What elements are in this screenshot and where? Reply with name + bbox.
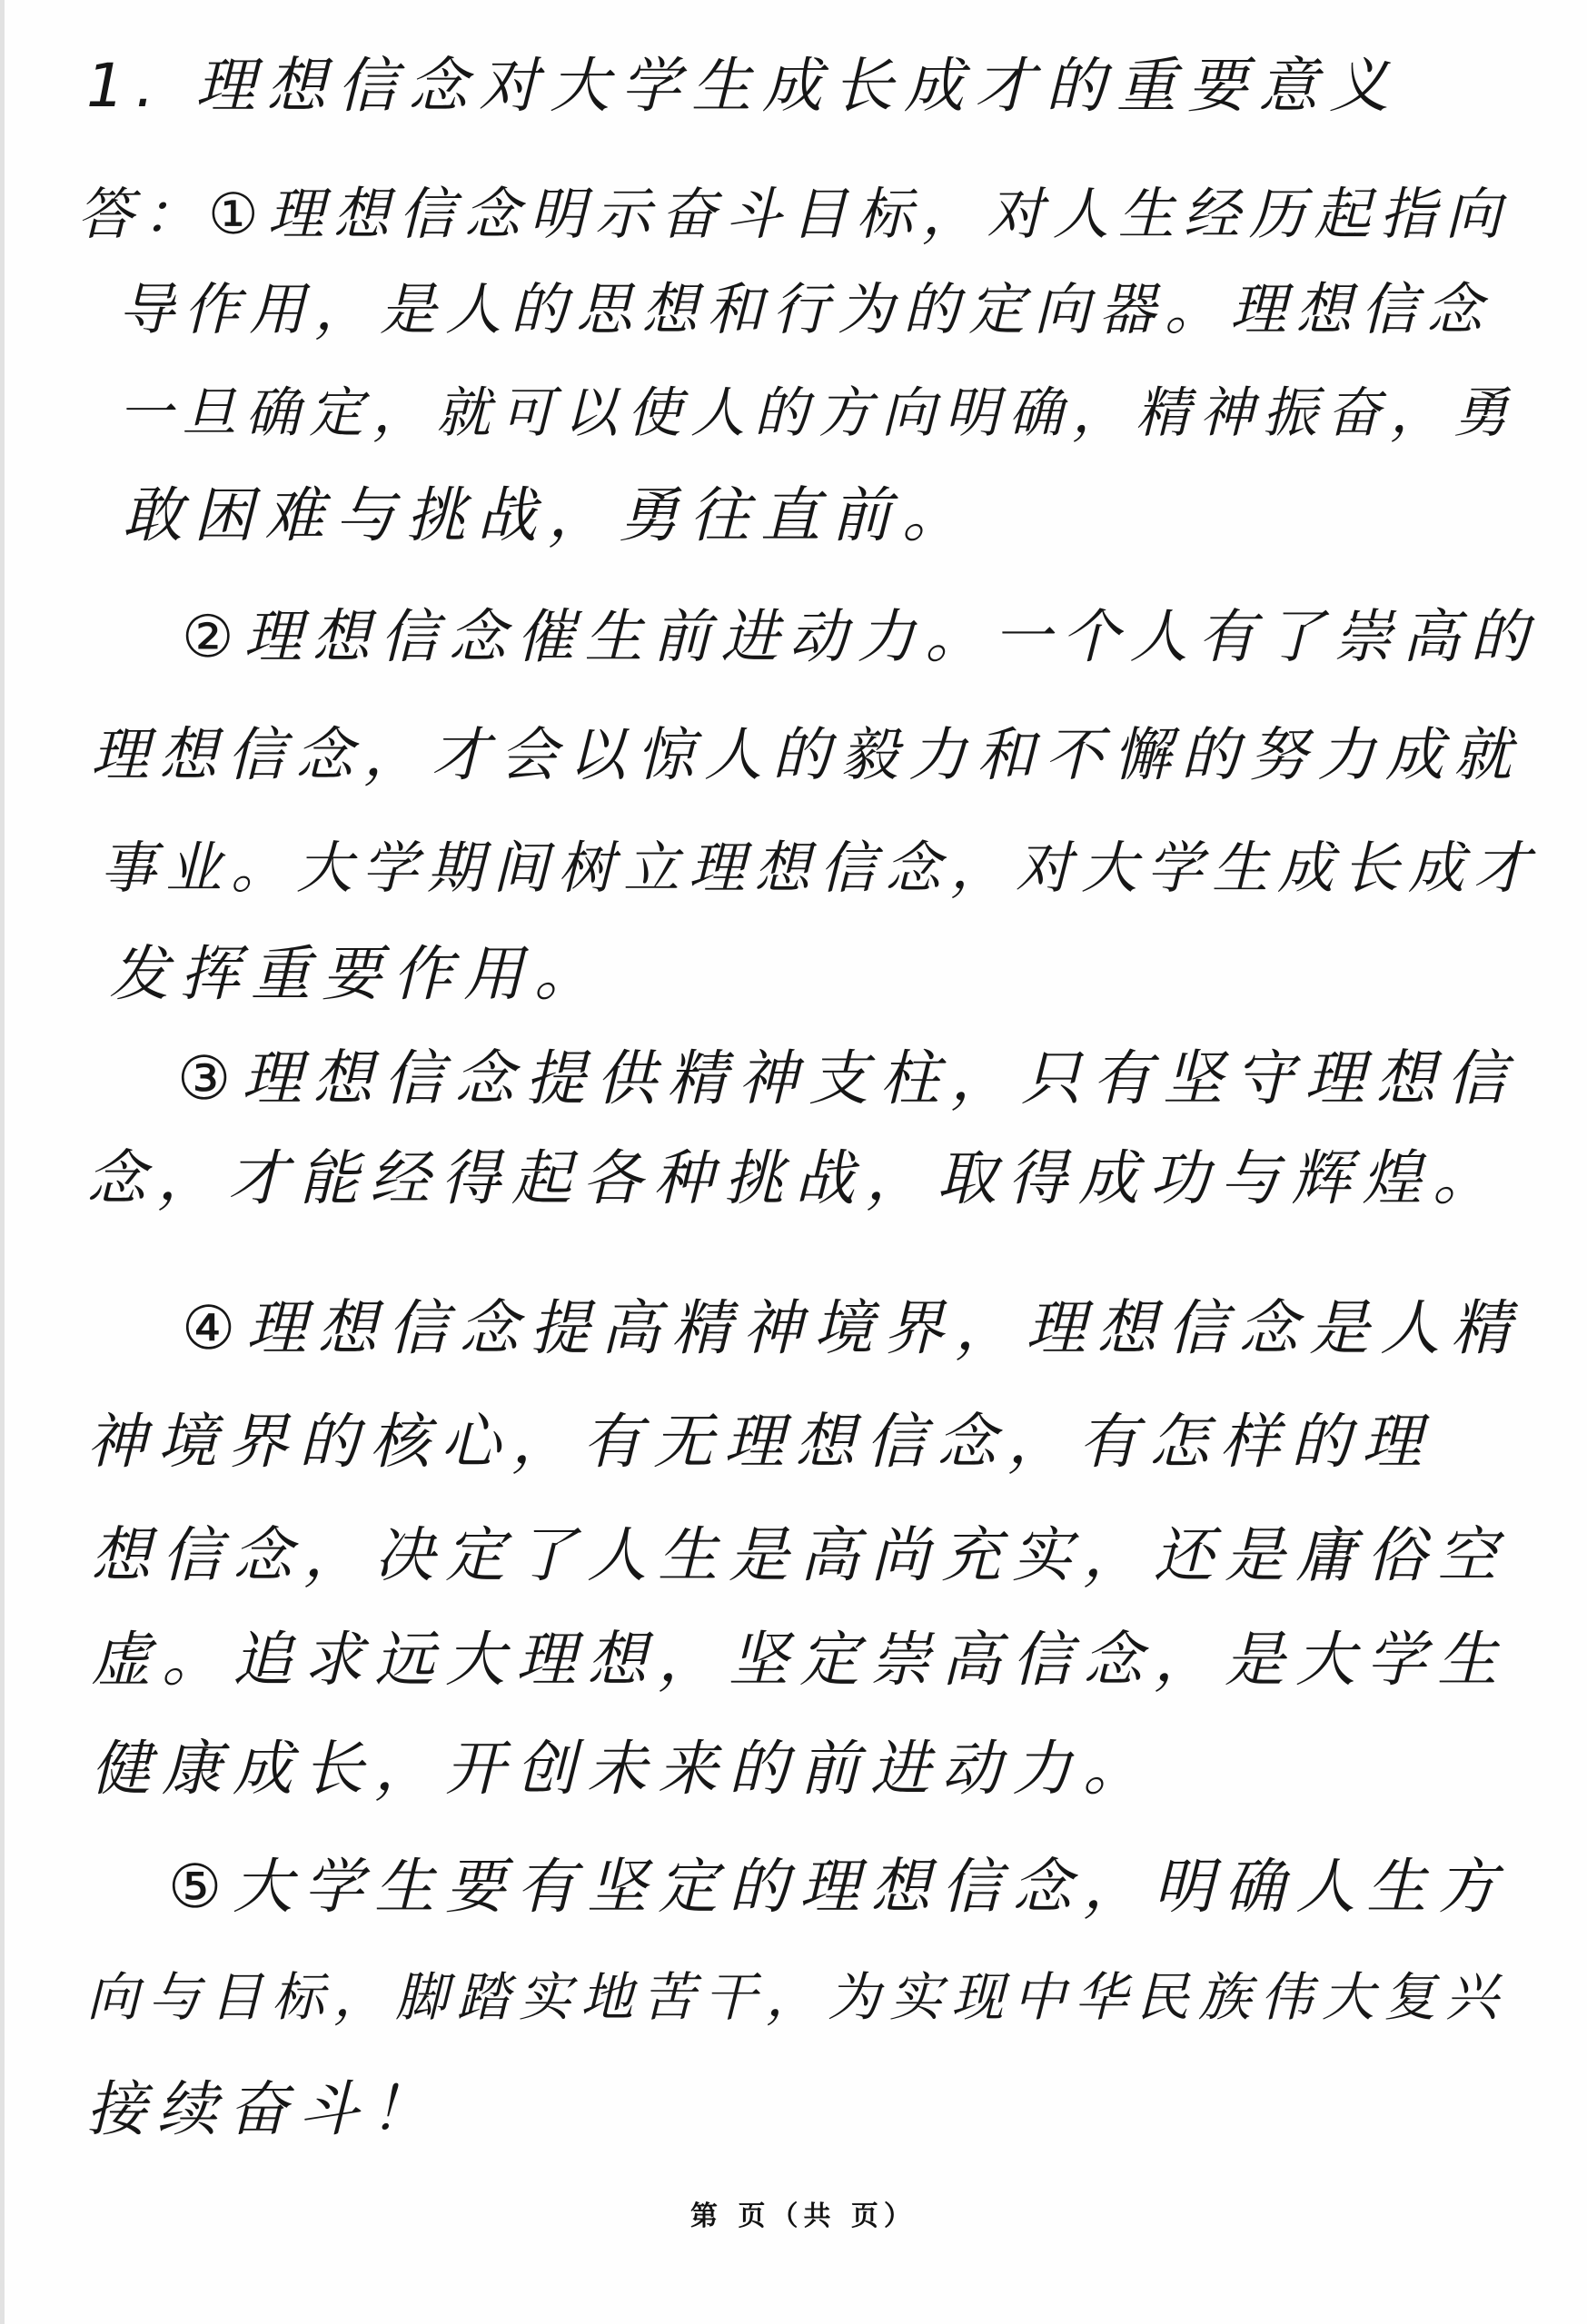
answer-line: 向与目标，脚踏实地苦干，为实现中华民族伟大复兴	[86, 1966, 1508, 2028]
answer-line: ②理想信念催生前进动力。一个人有了崇高的	[182, 604, 1539, 671]
page-number-footer: 第 页（共 页）	[690, 2200, 917, 2232]
answer-line: 神境界的核心，有无理想信念，有怎样的理	[86, 1407, 1433, 1477]
answer-line: ③理想信念提供精神支柱，只有坚守理想信	[177, 1043, 1518, 1113]
answer-line: 敢困难与挑战，勇往直前。	[123, 480, 973, 550]
answer-line: 健康成长，开创未来的前进动力。	[91, 1734, 1154, 1804]
answer-line: 事业。大学期间树立理想信念，对大学生成长成才	[100, 835, 1540, 901]
answer-line: 接续奋斗！	[86, 2074, 441, 2144]
answer-line: 发挥重要作用。	[109, 939, 605, 1009]
answer-line: 虚。追求远大理想，坚定崇高信念，是大学生	[91, 1625, 1508, 1695]
answer-line: 一旦确定，就可以使人的方向明确，精神振奋，勇	[118, 381, 1517, 445]
answer-line: 想信念，决定了人生是高尚充实，还是庸俗空	[91, 1520, 1508, 1590]
answer-line: 导作用，是人的思想和行为的定向器。理想信念	[118, 276, 1493, 342]
answer-line: 理想信念，才会以惊人的毅力和不懈的努力成就	[91, 722, 1522, 789]
answer-line: 答：①理想信念明示奋斗目标，对人生经历起指向	[77, 181, 1511, 247]
answer-line: ④理想信念提高精神境界，理想信念是人精	[182, 1293, 1523, 1363]
answer-line: ⑤大学生要有坚定的理想信念，明确人生方	[168, 1852, 1509, 1922]
question-title: 1. 理想信念对大学生成长成才的重要意义	[86, 51, 1400, 121]
page-left-edge	[0, 0, 5, 2324]
answer-line: 念，才能经得起各种挑战，取得成功与辉煌。	[86, 1143, 1503, 1213]
